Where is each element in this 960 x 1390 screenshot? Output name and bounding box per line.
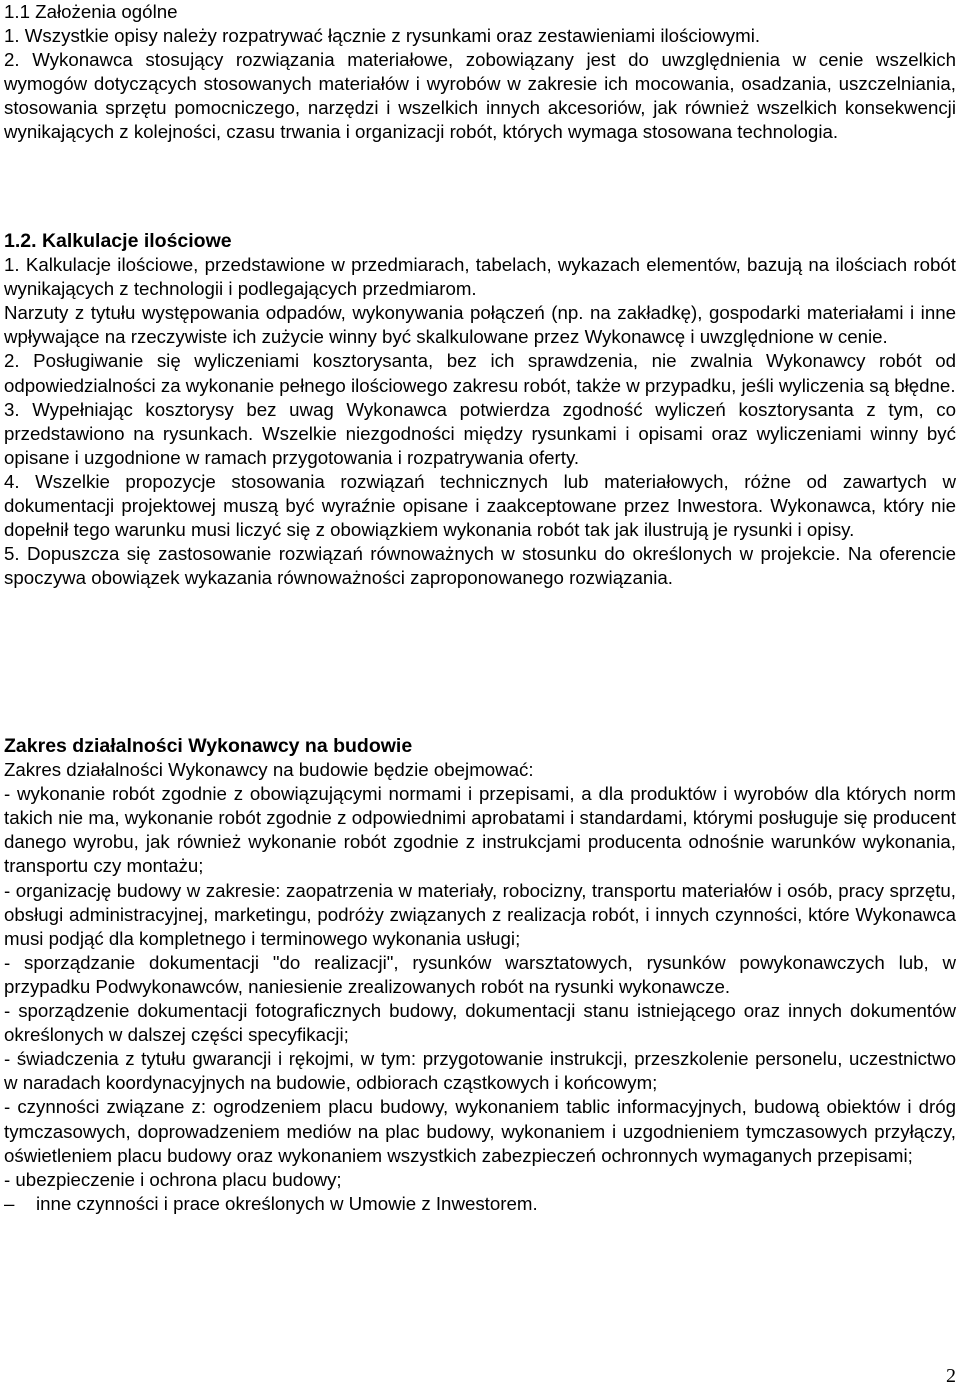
paragraph: 1. Wszystkie opisy należy rozpatrywać łącznie z rysunkami oraz zestawieniami ilościowymi. <box>4 25 761 47</box>
list-item: - czynności związane z: ogrodzeniem placu budowy, wykonaniem tablic informacyjnych, budową obiektów i dróg tymczasowych, doprowadzeniem mediów na plac budowy, wykonaniem i uzgodnieniem tymczasowych przyłączy, oświetleniem placu budowy oraz wykonaniem wszystkich zabezpieczeń ochronnych wymaganych przepisami; <box>4 1096 956 1166</box>
page-number: 2 <box>946 1365 956 1387</box>
list-item: - sporządzenie dokumentacji fotograficznych budowy, dokumentacji stanu istniejącego oraz innych dokumentów określonych w dalszej części specyfikacji; <box>4 1000 956 1046</box>
paragraph: 3. Wypełniając kosztorysy bez uwag Wykonawca potwierdza zgodność wyliczeń kosztorysanta z tym, co przedstawiono na rysunkach. Wszelkie niezgodności między rysunkami i opisami oraz wyliczeniami winny być opisane i uzgodnione w ramach przygotowania i rozpatrywania oferty. <box>4 398 956 468</box>
section-intro: Zakres działalności Wykonawcy na budowie będzie obejmować: <box>4 759 534 781</box>
list-item-last <box>4 1192 956 1216</box>
section-quantity-calculations <box>4 229 956 590</box>
paragraph: Narzuty z tytułu występowania odpadów, wykonywania połączeń (np. na zakładkę), gospodarki materiałami i inne wpływające na rzeczywiste ich zużycie winny być skalkulowane przez Wykonawcę i uwzględnione w cenie. <box>4 302 956 348</box>
section-general-assumptions <box>4 0 956 145</box>
list-item: - sporządzanie dokumentacji "do realizacji", rysunków warsztatowych, rysunków powykonawczych lub, w przypadku Podwykonawców, naniesienie zrealizowanych robót na rysunki wykonawcze. <box>4 951 956 997</box>
list-item: - wykonanie robót zgodnie z obowiązującymi normami i przepisami, a dla produktów i wyrobów dla których norm takich nie ma, wykonanie robót zgodnie z odpowiednimi aprobatami i standardami, którymi posługuje się producent danego wyrobu, jak również wykonanie robót zgodnie z instrukcjami producenta odnośnie warunków wykonania, transportu czy montażu; <box>4 783 956 877</box>
list-item-text: inne czynności i prace określonych w Umowie z Inwestorem. <box>36 1192 538 1214</box>
paragraph: 2. Wykonawca stosujący rozwiązania materiałowe, zobowiązany jest do uwzględnienia w cenie wszelkich wymogów dotyczących stosowanych materiałów i wyrobów w zakresie ich mocowania, osadzania, uszczelniania, stosowania sprzętu pomocniczego, narzędzi i wszelkich innych akcesoriów, jak również wszelkich konsekwencji wynikających z kolejności, czasu trwania i organizacji robót, których wymaga stosowana technologia. <box>4 49 956 143</box>
list-item: - organizację budowy w zakresie: zaopatrzenia w materiały, robocizny, transportu materiałów i osób, pracy sprzętu, obsługi administracyjnej, marketingu, podróży związanych z realizacja robót, i innych czynności, które Wykonawca musi podjąć dla kompletnego i terminowego wykonania usługi; <box>4 879 956 949</box>
paragraph: 4. Wszelkie propozycje stosowania rozwiązań technicznych lub materiałowych, różne od zawartych w dokumentacji projektowej muszą być wyraźnie opisane i zaakceptowane przez Inwestora. Wykonawca, który nie dopełnił tego warunku musi liczyć się z obowiązkiem wykonania robót tak jak ilustrują je rysunki i opisy. <box>4 470 956 541</box>
section-heading: 1.2. Kalkulacje ilościowe <box>4 230 232 252</box>
section-contractor-scope <box>4 734 956 1216</box>
paragraph: 5. Dopuszcza się zastosowanie rozwiązań równoważnych w stosunku do określonych w projekcie. Na oferencie spoczywa obowiązek wykazania równoważności zaproponowanego rozwiązania. <box>4 543 956 589</box>
section-title: 1.1 Założenia ogólne <box>4 1 178 22</box>
list-item: - ubezpieczenie i ochrona placu budowy; <box>4 1168 342 1190</box>
section-heading: Zakres działalności Wykonawcy na budowie <box>4 735 413 757</box>
paragraph: 1. Kalkulacje ilościowe, przedstawione w przedmiarach, tabelach, wykazach elementów, bazują na ilościach robót wynikających z technologii i podlegających przedmiarom. <box>4 254 956 300</box>
list-item: - świadczenia z tytułu gwarancji i rękojmi, w tym: przygotowanie instrukcji, przeszkolenie personelu, uczestnictwo w naradach koordynacyjnych na budowie, odbiorach cząstkowych i końcowym; <box>4 1048 956 1094</box>
dash-bullet: – <box>4 1192 15 1214</box>
paragraph: 2. Posługiwanie się wyliczeniami kosztorysanta, bez ich sprawdzenia, nie zwalnia Wykonawcy robót od odpowiedzialności za wykonanie pełnego ilościowego zakresu robót, także w przypadku, jeśli wyliczenia są błędne. <box>4 350 956 396</box>
